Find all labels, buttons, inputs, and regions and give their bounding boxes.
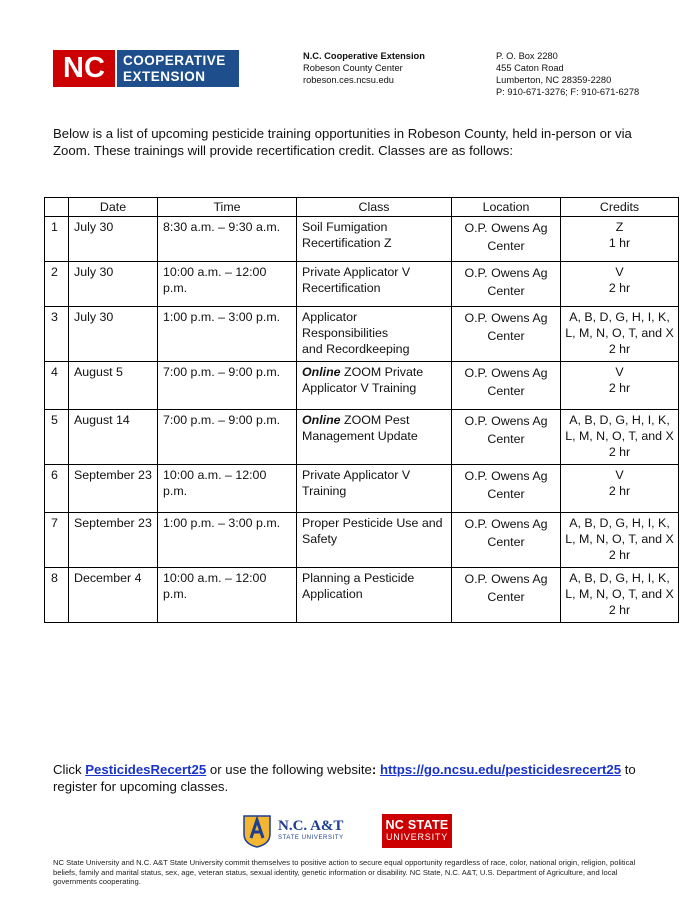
org-website[interactable]: robeson.ces.ncsu.edu (303, 75, 394, 85)
credits-line1: V (615, 265, 624, 279)
credits-line-mid: L, M, N, O, T, and X (565, 587, 674, 601)
org-name: N.C. Cooperative Extension (303, 51, 425, 61)
class-line1: Private Applicator V (302, 265, 411, 279)
row-number: 7 (45, 513, 69, 568)
credits-line1: Z (615, 220, 624, 234)
credits-hours: 2 hr (608, 381, 631, 395)
class-line1: ZOOM Private (340, 365, 424, 379)
row-number: 4 (45, 362, 69, 410)
table-row (45, 568, 679, 623)
table-row (45, 362, 679, 410)
online-label: Online (302, 365, 341, 379)
row-class (297, 362, 452, 410)
table-header-row (45, 198, 679, 217)
row-time: 10:00 a.m. – 12:00 p.m. (158, 465, 297, 513)
aggie-sub: STATE UNIVERSITY (278, 835, 344, 841)
credits-hours: 2 hr (608, 548, 631, 562)
credits-hours: 2 hr (608, 484, 631, 498)
row-time: 8:30 a.m. – 9:30 a.m. (158, 217, 297, 262)
row-time: 7:00 p.m. – 9:00 p.m. (158, 410, 297, 465)
class-line2: Applicator V Training (302, 381, 417, 395)
row-number: 1 (45, 217, 69, 262)
header-credits: Credits (561, 198, 679, 217)
table-row (45, 217, 679, 262)
credits-hours: 2 hr (608, 603, 631, 617)
location-line2: Center (487, 384, 525, 398)
address-phone: P: 910-671-3276; F: 910-671-6278 (496, 87, 640, 97)
credits-line1: V (615, 468, 624, 482)
class-line2: Application (302, 587, 363, 601)
header-date: Date (69, 198, 158, 217)
row-number: 5 (45, 410, 69, 465)
row-date: July 30 (69, 262, 158, 307)
ncstate-line1: NC STATE (385, 818, 449, 832)
equal-opportunity-footer: NC State University and N.C. A&T State University commit themselves to positive action to secure equal opportunity regardless of race, color, national origin, religion, political beliefs, family and marital status, sex, age, veteran status, sexual identity, genetic information or disability. NC State, N.C. A&T, U.S. Department of Agriculture, and local governments cooperating. (53, 858, 636, 886)
credits-hours: 2 hr (608, 281, 631, 295)
row-class (297, 513, 452, 568)
row-location (452, 307, 561, 362)
location-line1: O.P. Owens Ag (464, 311, 548, 325)
address-block (496, 50, 639, 98)
header-time: Time (158, 198, 297, 217)
row-credits (561, 410, 679, 465)
credits-hours: 2 hr (608, 445, 631, 459)
row-location (452, 568, 561, 623)
table-row (45, 465, 679, 513)
aggie-emblem-icon (240, 812, 274, 848)
table-row (45, 513, 679, 568)
row-class (297, 262, 452, 307)
credits-hours: 1 hr (608, 236, 631, 250)
class-line1: Private Applicator V (302, 468, 411, 482)
row-number: 3 (45, 307, 69, 362)
nc-cooperative-extension-logo (53, 50, 239, 87)
location-line2: Center (487, 487, 525, 501)
class-line2: Recertification Z (302, 236, 392, 250)
nc-state-logo (382, 814, 452, 848)
row-location (452, 513, 561, 568)
logo-mark: NC (53, 50, 115, 87)
credits-line1: A, B, D, G, H, I, K, (569, 413, 670, 427)
class-line2: Recertification (302, 281, 381, 295)
row-credits (561, 362, 679, 410)
register-click-text: Click (53, 762, 86, 777)
location-line1: O.P. Owens Ag (464, 414, 548, 428)
class-line2: and Recordkeeping (302, 342, 410, 356)
row-credits (561, 568, 679, 623)
credits-line1: V (615, 365, 624, 379)
class-line2: Training (302, 484, 347, 498)
location-line1: O.P. Owens Ag (464, 469, 548, 483)
location-line1: O.P. Owens Ag (464, 366, 548, 380)
row-credits (561, 307, 679, 362)
row-date: September 23 (69, 513, 158, 568)
ncstate-line2: UNIVERSITY (385, 832, 448, 842)
register-paragraph (53, 761, 663, 795)
row-class (297, 217, 452, 262)
row-number: 2 (45, 262, 69, 307)
register-colon: : (371, 762, 380, 777)
logo-line1: COOPERATIVE (123, 52, 226, 68)
location-line2: Center (487, 284, 525, 298)
row-date: August 14 (69, 410, 158, 465)
location-line2: Center (487, 329, 525, 343)
row-location (452, 217, 561, 262)
credits-line1: A, B, D, G, H, I, K, (569, 516, 670, 530)
row-date: September 23 (69, 465, 158, 513)
header-location: Location (452, 198, 561, 217)
location-line2: Center (487, 590, 525, 604)
class-line2: Management Update (302, 429, 418, 443)
location-line2: Center (487, 239, 525, 253)
aggie-name: N.C. A&T (278, 818, 344, 834)
credits-line1: A, B, D, G, H, I, K, (569, 310, 670, 324)
credits-hours: 2 hr (608, 342, 631, 356)
location-line1: O.P. Owens Ag (464, 221, 548, 235)
row-credits (561, 217, 679, 262)
row-time: 1:00 p.m. – 3:00 p.m. (158, 307, 297, 362)
location-line1: O.P. Owens Ag (464, 517, 548, 531)
row-date: July 30 (69, 307, 158, 362)
class-line1: Planning a Pesticide (302, 571, 415, 585)
registration-url-link[interactable]: https://go.ncsu.edu/pesticidesrecert25 (379, 762, 622, 777)
row-date: December 4 (69, 568, 158, 623)
row-number: 8 (45, 568, 69, 623)
row-time: 1:00 p.m. – 3:00 p.m. (158, 513, 297, 568)
row-class (297, 307, 452, 362)
pesticides-recert-link[interactable]: PesticidesRecert25 (85, 762, 207, 777)
class-line1: ZOOM Pest (340, 413, 410, 427)
location-line1: O.P. Owens Ag (464, 266, 548, 280)
org-center: Robeson County Center (303, 63, 403, 73)
location-line1: O.P. Owens Ag (464, 572, 548, 586)
row-number: 6 (45, 465, 69, 513)
register-end-text: to register for upcoming classes. (53, 762, 636, 794)
row-location (452, 410, 561, 465)
nc-at-logo (240, 812, 352, 848)
row-date: August 5 (69, 362, 158, 410)
address-box: P. O. Box 2280 (496, 51, 558, 61)
credits-line1: A, B, D, G, H, I, K, (569, 571, 670, 585)
row-location (452, 362, 561, 410)
row-credits (561, 513, 679, 568)
intro-paragraph: Below is a list of upcoming pesticide training opportunities in Robeson County, held in-person or via Zoom. These trainings will provide recertification credit. Classes are as follows: (53, 126, 632, 158)
table-row (45, 262, 679, 307)
row-class (297, 568, 452, 623)
org-info (303, 50, 425, 86)
header-class: Class (297, 198, 452, 217)
row-location (452, 465, 561, 513)
class-line1: Applicator Responsibilities (302, 310, 389, 340)
online-label: Online (302, 413, 341, 427)
credits-line-mid: L, M, N, O, T, and X (565, 532, 674, 546)
row-time: 7:00 p.m. – 9:00 p.m. (158, 362, 297, 410)
register-middle-text: or use the following website (206, 762, 372, 777)
class-line1: Soil Fumigation (302, 220, 388, 234)
class-line2: Safety (302, 532, 338, 546)
row-time: 10:00 a.m. – 12:00 p.m. (158, 262, 297, 307)
table-row (45, 307, 679, 362)
address-city: Lumberton, NC 28359-2280 (496, 75, 612, 85)
row-location (452, 262, 561, 307)
training-schedule-table (44, 197, 679, 623)
row-credits (561, 262, 679, 307)
row-date: July 30 (69, 217, 158, 262)
address-street: 455 Caton Road (496, 63, 564, 73)
row-time: 10:00 a.m. – 12:00 p.m. (158, 568, 297, 623)
header-num (45, 198, 69, 217)
row-class (297, 465, 452, 513)
table-row (45, 410, 679, 465)
row-class (297, 410, 452, 465)
location-line2: Center (487, 535, 525, 549)
row-credits (561, 465, 679, 513)
class-line1: Proper Pesticide Use and (302, 516, 443, 530)
location-line2: Center (487, 432, 525, 446)
credits-line-mid: L, M, N, O, T, and X (565, 429, 674, 443)
logo-line2: EXTENSION (123, 68, 206, 84)
credits-line-mid: L, M, N, O, T, and X (565, 326, 674, 340)
